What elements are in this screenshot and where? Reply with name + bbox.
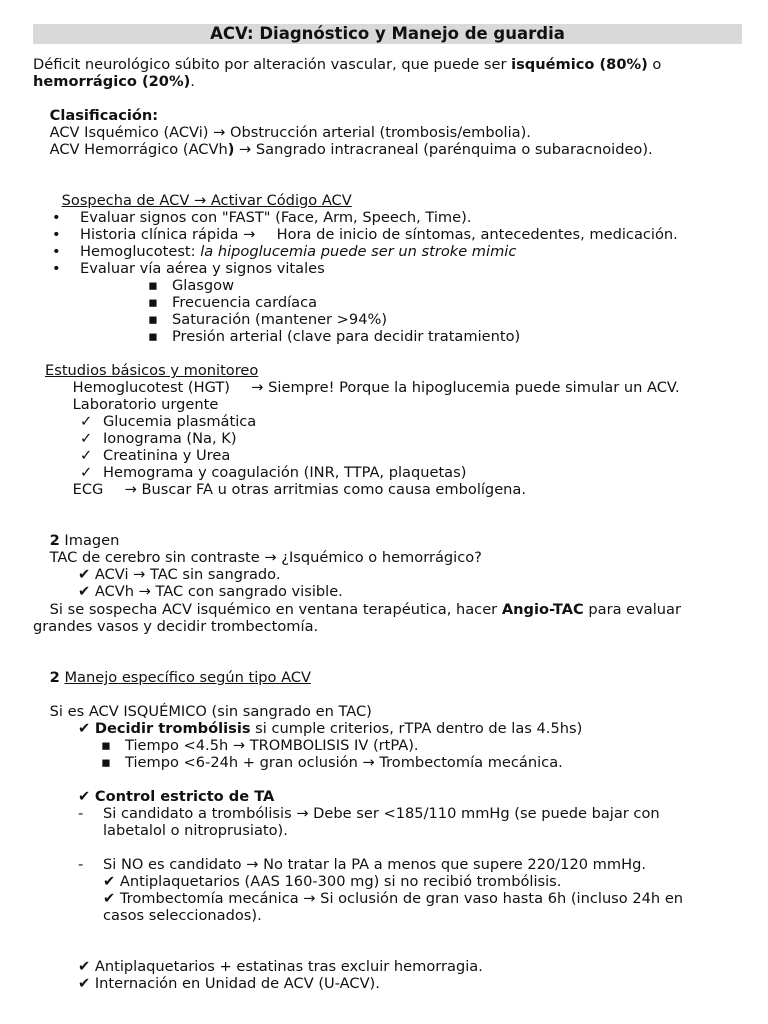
arrow-icon: → <box>243 226 256 243</box>
heading-text: Sospecha de ACV → Activar Código ACV <box>61 192 352 209</box>
item-text: Si es ACV ISQUÉMICO (sin sangrado en TAC) <box>49 703 377 720</box>
intro-text: o <box>647 56 662 73</box>
item-text: → Buscar FA u otras arritmias como causa embolígena. <box>120 481 527 498</box>
signo-saturacion: Saturación (mantener >94%) <box>172 311 388 328</box>
bullet-icon: • <box>52 243 61 260</box>
intro-line-1 <box>33 56 661 73</box>
heading-text: Manejo específico según tipo ACV <box>64 669 311 686</box>
check-icon: ✓ <box>80 464 93 481</box>
heading-text: Imagen <box>59 532 125 549</box>
section-number: 2 <box>49 669 60 686</box>
item-text: Hemoglucotest (HGT) <box>72 379 235 396</box>
square-bullet-icon: ▪ <box>101 754 111 771</box>
check-icon: ✔ <box>103 873 116 890</box>
estudios-ecg <box>56 481 526 498</box>
item-text: ACV Hemorrágico (ACVh <box>49 141 228 158</box>
sospecha-bullet-1 <box>52 209 61 226</box>
heading-text: Clasificación: <box>49 107 159 124</box>
manejo-heading <box>33 669 311 686</box>
intro-text: . <box>190 73 195 90</box>
dash-icon: - <box>78 805 84 822</box>
square-bullet-icon: ▪ <box>148 277 158 294</box>
check-icon: ✔ <box>78 583 91 600</box>
item-text: si cumple criterios, rTPA dentro de las 4.5hs) <box>250 720 583 737</box>
item-text: Antiplaquetarios + estatinas tras excluir hemorragia. <box>94 958 483 975</box>
square-bullet-icon: ▪ <box>148 328 158 345</box>
check-icon: ✓ <box>80 447 93 464</box>
item-text-bold: Angio-TAC <box>501 601 584 618</box>
imagen-acvh <box>78 583 343 600</box>
imagen-angio-line-2: grandes vasos y decidir trombectomía. <box>33 618 319 635</box>
control-candidato-line-1: Si candidato a trombólisis → Debe ser <185/110 mmHg (se puede bajar con <box>103 805 660 822</box>
control-antiplaquetarios <box>103 873 561 890</box>
item-text: Si se sospecha ACV isquémico en ventana terapéutica, hacer <box>49 601 502 618</box>
check-icon: ✔ <box>78 566 91 583</box>
bullet-icon: • <box>52 260 61 277</box>
item-text: ACVh → TAC con sangrado visible. <box>94 583 343 600</box>
imagen-acvi <box>78 566 280 583</box>
item-text: Hemoglucotest: <box>80 243 201 260</box>
clasificacion-heading <box>33 107 158 124</box>
signo-presion: Presión arterial (clave para decidir tratamiento) <box>172 328 521 345</box>
item-text: ECG <box>72 481 108 498</box>
square-bullet-icon: ▪ <box>148 311 158 328</box>
check-icon: ✔ <box>78 958 91 975</box>
bullet-icon: • <box>52 226 61 243</box>
item-text: → Siempre! Porque la hipoglucemia puede simular un ACV. <box>246 379 680 396</box>
item-text: Laboratorio urgente <box>72 396 219 413</box>
item-text: TAC de cerebro sin contraste → ¿Isquémico o hemorrágico? <box>49 549 482 566</box>
check-icon: ✔ <box>78 975 91 992</box>
tiempo-1: Tiempo <4.5h → TROMBOLISIS IV (rtPA). <box>125 737 419 754</box>
lab-creatinina: Creatinina y Urea <box>103 447 231 464</box>
dash-icon: - <box>78 856 84 873</box>
item-text: Trombectomía mecánica → Si oclusión de gran vaso hasta 6h (incluso 24h en <box>119 890 684 907</box>
item-text-bold: Decidir trombólisis <box>94 720 251 737</box>
sospecha-item-1: Evaluar signos con "FAST" (Face, Arm, Speech, Time). <box>80 209 472 226</box>
tiempo-2: Tiempo <6-24h + gran oclusión → Trombectomía mecánica. <box>125 754 563 771</box>
intro-hemorragico: hemorrágico (20%) <box>33 73 191 90</box>
imagen-heading <box>33 532 136 549</box>
item-text: Hora de inicio de síntomas, antecedentes, medicación. <box>271 226 678 243</box>
sospecha-item-2 <box>80 226 678 243</box>
manejo-trombolisis <box>78 720 582 737</box>
check-icon: ✔ <box>103 890 116 907</box>
estudios-hgt <box>56 379 680 396</box>
item-text: ACVi → TAC sin sangrado. <box>94 566 281 583</box>
item-text-italic: la hipoglucemia puede ser un stroke mimic <box>200 243 517 260</box>
lab-glucemia: Glucemia plasmática <box>103 413 257 430</box>
clasificacion-item-1 <box>33 124 531 141</box>
item-text: para evaluar <box>583 601 681 618</box>
intro-line-2 <box>33 73 195 90</box>
manejo-final-1 <box>78 958 483 975</box>
bullet-icon: • <box>52 209 61 226</box>
item-text: Antiplaquetarios (AAS 160-300 mg) si no recibió trombólisis. <box>119 873 562 890</box>
sospecha-bullet-3 <box>52 243 61 260</box>
item-text-bold: ) <box>227 141 235 158</box>
item-text-bold: Control estricto de TA <box>94 788 275 805</box>
estudios-heading <box>33 362 258 379</box>
manejo-control-ta <box>78 788 274 805</box>
control-no-candidato: Si NO es candidato → No tratar la PA a menos que supere 220/120 mmHg. <box>103 856 646 873</box>
control-candidato-line-2: labetalol o nitroprusiato). <box>103 822 288 839</box>
sospecha-heading <box>33 192 352 209</box>
page-title: ACV: Diagnóstico y Manejo de guardia <box>210 24 565 43</box>
control-trombectomia-line-1 <box>103 890 683 907</box>
signo-glasgow: Glasgow <box>172 277 235 294</box>
item-text: Internación en Unidad de ACV (U-ACV). <box>94 975 380 992</box>
lab-ionograma: Ionograma (Na, K) <box>103 430 237 447</box>
clasificacion-item-2 <box>33 141 653 158</box>
sospecha-item-4: Evaluar vía aérea y signos vitales <box>80 260 325 277</box>
sospecha-item-3 <box>80 243 516 260</box>
check-icon: ✔ <box>78 720 91 737</box>
lab-hemograma: Hemograma y coagulación (INR, TTPA, plaquetas) <box>103 464 467 481</box>
section-number: 2 <box>49 532 60 549</box>
imagen-angio-line-1 <box>33 601 681 618</box>
heading-text: Estudios básicos y monitoreo <box>45 362 259 379</box>
item-text: ACV Isquémico (ACVi) → Obstrucción arterial (trombosis/embolia). <box>49 124 531 141</box>
sospecha-bullet-4 <box>52 260 61 277</box>
check-icon: ✓ <box>80 430 93 447</box>
control-trombectomia-line-2: casos seleccionados). <box>103 907 262 924</box>
item-text: → Sangrado intracraneal (parénquima o subaracnoideo). <box>234 141 653 158</box>
imagen-tac <box>33 549 482 566</box>
square-bullet-icon: ▪ <box>148 294 158 311</box>
check-icon: ✓ <box>80 413 93 430</box>
estudios-lab <box>56 396 218 413</box>
manejo-si-isquemico <box>33 703 389 720</box>
manejo-final-2 <box>78 975 380 992</box>
intro-text: Déficit neurológico súbito por alteración vascular, que puede ser <box>33 56 512 73</box>
item-text: Historia clínica rápida <box>80 226 244 243</box>
square-bullet-icon: ▪ <box>101 737 111 754</box>
sospecha-bullet-2 <box>52 226 61 243</box>
signo-fc: Frecuencia cardíaca <box>172 294 318 311</box>
check-icon: ✔ <box>78 788 91 805</box>
intro-isquemico: isquémico (80%) <box>511 56 648 73</box>
